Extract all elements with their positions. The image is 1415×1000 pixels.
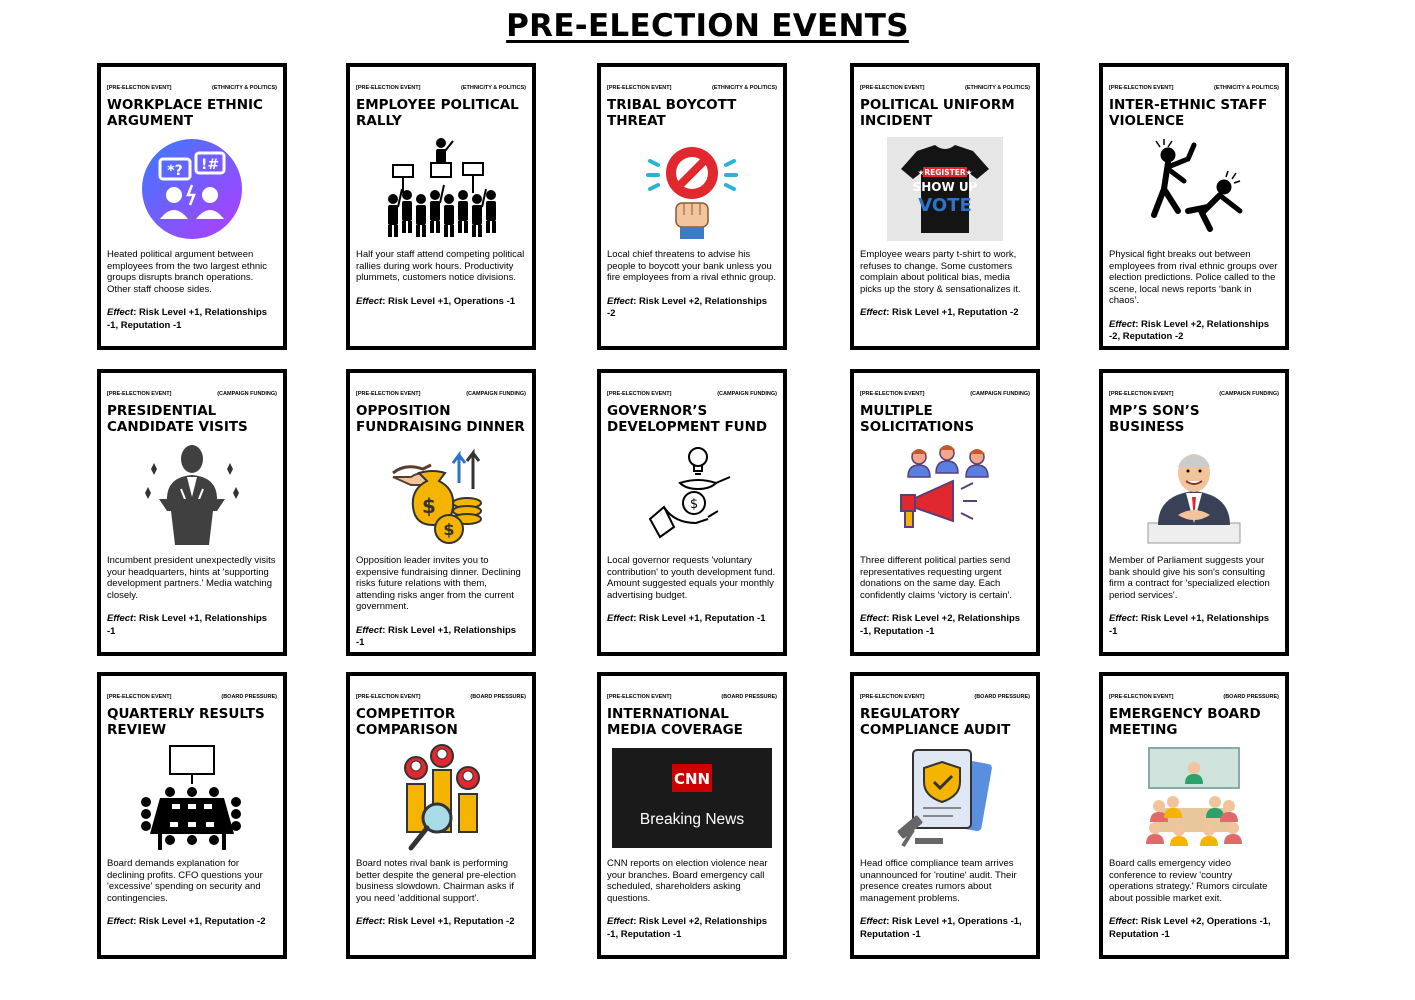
card-tags (860, 85, 1030, 91)
card-title: GOVERNOR’S DEVELOPMENT FUND (607, 403, 768, 435)
card-description: Physical fight breaks out between employees from rival ethnic groups over election predictions. Police called to the scene, local news reports ‘bank in chaos’. (1109, 249, 1278, 306)
effect-text: : Risk Level +1, Relationships -1, Reputation -1 (107, 307, 268, 331)
effect-text: : Risk Level +1, Relationships -1 (107, 613, 268, 637)
card-category: [PRE-ELECTION EVENT] (107, 694, 172, 700)
card-description: Member of Parliament suggests your bank should give his son's consulting firm a contract for 'specialized election period services'. (1109, 555, 1270, 601)
argument-chat-icon (107, 135, 277, 243)
card-effect (356, 296, 526, 309)
card-title: POLITICAL UNIFORM INCIDENT (860, 97, 1015, 129)
card-description: Heated political argument between employees from the two largest ethnic groups disrupts branch operations. Other staff choose sides. (107, 249, 267, 295)
event-card[interactable] (1099, 63, 1289, 350)
card-tag: (ETHNICITY & POLITICS) (965, 85, 1030, 91)
boycott-fist-icon (607, 135, 777, 243)
card-tag: (CAMPAIGN FUNDING) (717, 391, 777, 397)
fight-icon (1109, 135, 1279, 243)
effect-text: : Risk Level +2, Relationships -1, Reputation -1 (860, 613, 1021, 637)
card-effect (1109, 916, 1279, 941)
card-tag: (ETHNICITY & POLITICS) (461, 85, 526, 91)
card-description: Employee wears party t-shirt to work, refuses to change. Some customers complain about political bias, media picks up the story & sensationalizes it. (860, 249, 1021, 295)
card-category: [PRE-ELECTION EVENT] (1109, 391, 1174, 397)
effect-text: : Risk Level +2, Relationships -2 (607, 295, 768, 319)
card-title: COMPETITOR COMPARISON (356, 706, 458, 738)
effect-label: Effect (607, 613, 634, 624)
card-title: TRIBAL BOYCOTT THREAT (607, 97, 737, 129)
event-card[interactable] (1099, 369, 1289, 656)
card-category: [PRE-ELECTION EVENT] (356, 85, 421, 91)
effect-label: Effect (107, 916, 134, 927)
card-tag: (CAMPAIGN FUNDING) (466, 391, 526, 397)
card-description: Incumbent president unexpectedly visits your headquarters, hints at 'supporting development partners.' Media watching closely. (107, 555, 276, 601)
card-description: Half your staff attend competing political rallies during work hours. Productivity plummets, customers notice divisions. (356, 249, 525, 283)
politician-icon (1109, 441, 1279, 549)
card-tag: (CAMPAIGN FUNDING) (1219, 391, 1279, 397)
effect-text: : Risk Level +2, Relationships -2, Reputation -2 (1109, 318, 1270, 342)
card-tag: (BOARD PRESSURE) (221, 694, 277, 700)
card-tags (1109, 85, 1279, 91)
hands-coin-icon (607, 441, 777, 549)
svg-text:*?: *? (167, 163, 183, 179)
effect-label: Effect (356, 916, 383, 927)
event-card[interactable] (597, 63, 787, 350)
boardroom-icon (107, 744, 277, 852)
card-tags (1109, 694, 1279, 700)
svg-text:CNN: CNN (673, 770, 711, 788)
card-effect (107, 613, 277, 638)
svg-text:$: $ (422, 494, 436, 518)
card-effect (356, 625, 526, 650)
card-category: [PRE-ELECTION EVENT] (356, 694, 421, 700)
card-category: [PRE-ELECTION EVENT] (860, 694, 925, 700)
card-tag: (BOARD PRESSURE) (1223, 694, 1279, 700)
megaphone-people-icon (860, 441, 1030, 549)
card-description: Board notes rival bank is performing better despite the general pre-election business slowdown. Chairman asks if you need 'additional support'. (356, 858, 517, 904)
effect-label: Effect (607, 916, 634, 927)
effect-text: : Risk Level +1, Reputation -2 (382, 916, 515, 927)
card-tags (356, 694, 526, 700)
effect-label: Effect (607, 295, 634, 307)
card-effect (356, 916, 526, 929)
card-category: [PRE-ELECTION EVENT] (860, 85, 925, 91)
card-effect (607, 296, 777, 321)
effect-text: : Risk Level +1, Operations -1 (382, 295, 516, 307)
page-title: PRE-ELECTION EVENTS (506, 8, 909, 44)
event-card[interactable] (97, 672, 287, 959)
card-category: [PRE-ELECTION EVENT] (107, 391, 172, 397)
card-title: EMERGENCY BOARD MEETING (1109, 706, 1261, 738)
svg-text:SHOW UP: SHOW UP (912, 180, 978, 194)
card-tags (607, 694, 777, 700)
effect-label: Effect (860, 916, 887, 927)
card-tag: (ETHNICITY & POLITICS) (1214, 85, 1279, 91)
effect-label: Effect (860, 307, 887, 318)
card-tag: (BOARD PRESSURE) (470, 694, 526, 700)
event-card[interactable] (346, 672, 536, 959)
card-category: [PRE-ELECTION EVENT] (356, 391, 421, 397)
card-tags (607, 391, 777, 397)
card-tag: (ETHNICITY & POLITICS) (712, 85, 777, 91)
card-tag: (ETHNICITY & POLITICS) (212, 85, 277, 91)
card-tags (107, 85, 277, 91)
card-title: MP’S SON’S BUSINESS (1109, 403, 1200, 435)
event-card[interactable] (597, 369, 787, 656)
card-title: QUARTERLY RESULTS REVIEW (107, 706, 265, 738)
effect-text: : Risk Level +1, Reputation -2 (886, 307, 1019, 318)
effect-label: Effect (860, 613, 887, 624)
event-card[interactable] (1099, 672, 1289, 959)
svg-text:★REGISTER★: ★REGISTER★ (917, 168, 973, 177)
card-title: INTERNATIONAL MEDIA COVERAGE (607, 706, 743, 738)
event-card[interactable] (346, 63, 536, 350)
effect-label: Effect (107, 307, 134, 318)
card-description: Local chief threatens to advise his people to boycott your bank unless you fire employees from a rival ethnic group. (607, 249, 776, 283)
svg-text:!#: !# (200, 157, 220, 173)
card-description: CNN reports on election violence near your branches. Board emergency call scheduled, shareholders asking questions. (607, 858, 768, 904)
money-bag-icon (356, 441, 526, 549)
card-tags (1109, 391, 1279, 397)
card-description: Three different political parties send representatives requesting urgent donations on the same day. Each confidently claims 'victory is certain'. (860, 555, 1012, 601)
card-title: EMPLOYEE POLITICAL RALLY (356, 97, 519, 129)
card-effect (860, 916, 1030, 941)
card-tags (860, 391, 1030, 397)
svg-text:VOTE: VOTE (918, 195, 972, 216)
card-tags (356, 391, 526, 397)
card-tags (607, 85, 777, 91)
breaking-news-icon (607, 744, 777, 852)
effect-text: : Risk Level +1, Reputation -1 (633, 613, 766, 624)
card-title: INTER-ETHNIC STAFF VIOLENCE (1109, 97, 1268, 129)
card-description: Board calls emergency video conference to review 'country operations strategy.' Rumors circulate about possible market exit. (1109, 858, 1268, 904)
card-effect (860, 307, 1030, 320)
svg-text:$: $ (443, 520, 455, 539)
svg-text:Breaking News: Breaking News (639, 811, 745, 828)
event-card[interactable] (97, 369, 287, 656)
card-category: [PRE-ELECTION EVENT] (860, 391, 925, 397)
card-tags (860, 694, 1030, 700)
vote-tshirt-icon (860, 135, 1030, 243)
card-title: WORKPLACE ETHNIC ARGUMENT (107, 97, 263, 129)
card-description: Local governor requests 'voluntary contribution' to youth development fund. Amount suggested equals your monthly advertising budget. (607, 555, 776, 601)
svg-text:$: $ (689, 497, 699, 512)
card-title: OPPOSITION FUNDRAISING DINNER (356, 403, 525, 435)
video-meeting-icon (1109, 744, 1279, 852)
event-card[interactable] (850, 369, 1040, 656)
card-category: [PRE-ELECTION EVENT] (607, 391, 672, 397)
card-tags (107, 694, 277, 700)
effect-text: : Risk Level +1, Relationships -1 (1109, 613, 1270, 637)
effect-text: : Risk Level +2, Relationships -1, Reputation -1 (607, 916, 768, 940)
compliance-shield-icon (860, 744, 1030, 852)
event-card[interactable] (97, 63, 287, 350)
effect-label: Effect (1109, 916, 1136, 927)
card-effect (107, 307, 277, 332)
effect-label: Effect (356, 295, 383, 307)
card-title: MULTIPLE SOLICITATIONS (860, 403, 975, 435)
card-category: [PRE-ELECTION EVENT] (607, 694, 672, 700)
card-effect (1109, 319, 1279, 344)
card-effect (1109, 613, 1279, 638)
effect-label: Effect (1109, 318, 1136, 330)
card-effect (107, 916, 277, 929)
effect-text: : Risk Level +2, Operations -1, Reputation -1 (1109, 916, 1271, 940)
card-description: Head office compliance team arrives unannounced for 'routine' audit. Their presence creates rumors about management problems. (860, 858, 1017, 904)
effect-text: : Risk Level +1, Relationships -1 (356, 624, 517, 648)
card-title: REGULATORY COMPLIANCE AUDIT (860, 706, 1011, 738)
event-card[interactable] (346, 369, 536, 656)
card-title: PRESIDENTIAL CANDIDATE VISITS (107, 403, 248, 435)
event-card[interactable] (597, 672, 787, 959)
event-card[interactable] (850, 63, 1040, 350)
card-category: [PRE-ELECTION EVENT] (1109, 694, 1174, 700)
card-tag: (CAMPAIGN FUNDING) (217, 391, 277, 397)
card-category: [PRE-ELECTION EVENT] (1109, 85, 1174, 91)
effect-text: : Risk Level +1, Reputation -2 (133, 916, 266, 927)
card-tags (107, 391, 277, 397)
effect-label: Effect (356, 624, 383, 636)
competitor-chart-icon (356, 744, 526, 852)
card-effect (860, 613, 1030, 638)
effect-label: Effect (107, 613, 134, 624)
podium-speaker-icon (107, 441, 277, 549)
card-tag: (CAMPAIGN FUNDING) (970, 391, 1030, 397)
card-tag: (BOARD PRESSURE) (721, 694, 777, 700)
rally-crowd-icon (356, 135, 526, 243)
card-category: [PRE-ELECTION EVENT] (607, 85, 672, 91)
card-category: [PRE-ELECTION EVENT] (107, 85, 172, 91)
card-tags (356, 85, 526, 91)
card-effect (607, 613, 777, 626)
card-description: Board demands explanation for declining profits. CFO questions your 'excessive' spending on security and contingencies. (107, 858, 263, 904)
effect-text: : Risk Level +1, Operations -1, Reputation -1 (860, 916, 1022, 940)
effect-label: Effect (1109, 613, 1136, 624)
card-effect (607, 916, 777, 941)
event-card[interactable] (850, 672, 1040, 959)
card-description: Opposition leader invites you to expensive fundraising dinner. Declining risks future relations with them, attending risks anger from the current government. (356, 555, 521, 612)
card-tag: (BOARD PRESSURE) (974, 694, 1030, 700)
